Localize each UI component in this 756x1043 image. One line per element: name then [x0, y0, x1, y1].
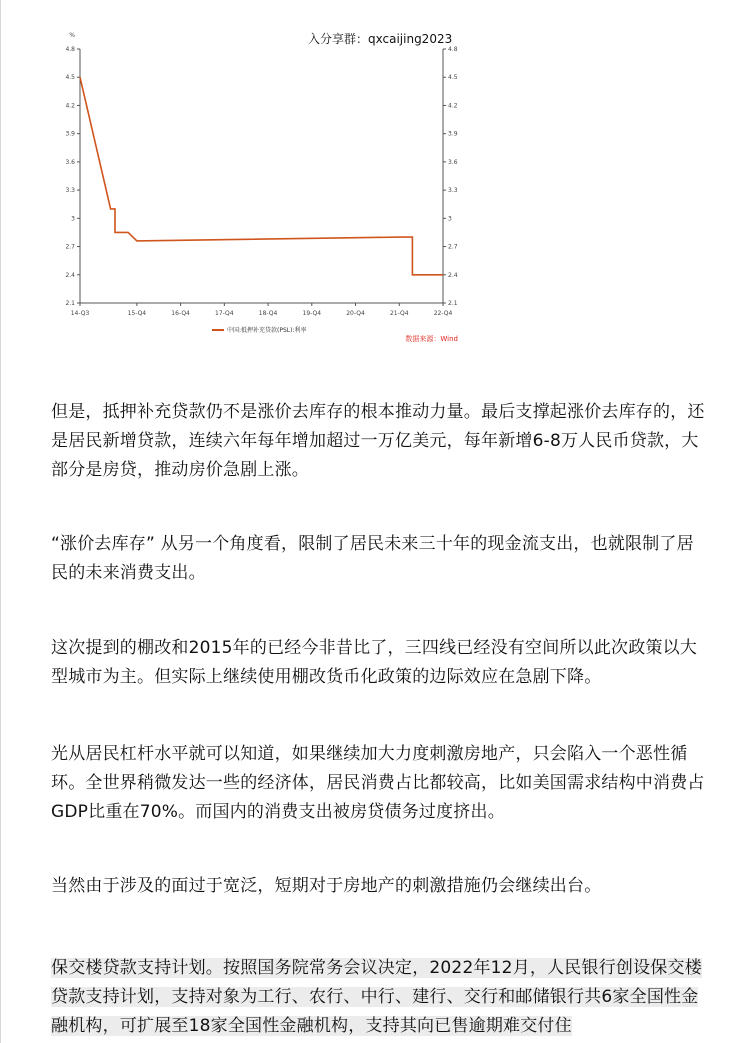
legend-label: 中国:抵押补充贷款(PSL):利率	[227, 327, 307, 334]
paragraph-6-text: 保交楼贷款支持计划。按照国务院常务会议决定，2022年12月，人民银行创设保交楼贷款支持计划，支持对象为工行、农行、中行、建行、交行和邮储银行共6家全国性金融机构，可扩展至18家全国性金融机构，支持其向已售逾期难交付住	[51, 958, 702, 1036]
y-tick-label-left: 3.9	[65, 130, 75, 138]
x-tick-label: 21-Q4	[389, 310, 409, 317]
y-tick-label-right: 3.6	[448, 158, 458, 166]
y-tick-label-left: 2.7	[65, 243, 75, 251]
y-tick-label-right: 4.8	[448, 46, 458, 53]
y-tick-label-right: 3	[448, 215, 452, 223]
y-tick-label-right: 3.3	[448, 187, 458, 195]
y-tick-label-left: 3	[71, 215, 75, 223]
x-tick-label: 15-Q4	[127, 310, 147, 317]
paragraph-2: “涨价去库存” 从另一个角度看，限制了居民未来三十年的现金流支出，也就限制了居民的未来消费支出。	[51, 534, 694, 583]
y-tick-label-left: 2.4	[65, 271, 75, 279]
x-tick-label: 20-Q4	[346, 310, 365, 317]
page-left-border	[0, 0, 1, 1043]
chart-svg	[40, 22, 480, 352]
y-tick-label-right: 4.2	[448, 102, 458, 110]
y-tick-label-right: 2.1	[448, 300, 458, 307]
x-tick-label: 22-Q4	[433, 310, 453, 317]
paragraph-3: 这次提到的棚改和2015年的已经今非昔比了，三四线已经没有空间所以此次政策以大型城市为主。但实际上继续使用棚改货币化政策的边际效应在急剧下降。	[51, 638, 698, 687]
x-tick-label: 17-Q4	[215, 310, 234, 317]
x-tick-label: 16-Q4	[171, 310, 190, 317]
y-tick-label-left: 4.2	[65, 102, 75, 110]
x-tick-label: 19-Q4	[302, 310, 322, 317]
paragraph-6	[51, 954, 711, 1041]
y-tick-label-right: 3.9	[448, 130, 458, 138]
x-tick-label: 18-Q4	[258, 310, 278, 317]
series-line	[80, 77, 443, 275]
y-tick-label-left: 4.5	[65, 74, 75, 82]
paragraph-4: 光从居民杠杆水平就可以知道，如果继续加大力度刺激房地产，只会陷入一个恶性循环。全世界稍微发达一些的经济体，居民消费占比都较高，比如美国需求结构中消费占GDP比重在70%。而国内的消费支出被房贷债务过度挤出。	[51, 744, 705, 822]
y-unit-label: %	[69, 32, 75, 39]
y-tick-label-left: 3.3	[65, 187, 75, 195]
y-tick-label-left: 4.8	[65, 46, 75, 53]
y-tick-label-right: 2.4	[448, 271, 458, 279]
y-tick-label-right: 4.5	[448, 74, 458, 82]
paragraph-1: 但是，抵押补充贷款仍不是涨价去库存的根本推动力量。最后支撑起涨价去库存的，还是居民新增贷款，连续六年每年增加超过一万亿美元，每年新增6-8万人民币贷款，大部分是房贷，推动房价急剧上涨。	[51, 402, 705, 480]
source-label: 数据来源：Wind	[405, 335, 458, 343]
y-tick-label-left: 3.6	[65, 158, 75, 166]
paragraph-5: 当然由于涉及的面过于宽泛，短期对于房地产的刺激措施仍会继续出台。	[51, 876, 602, 896]
x-tick-label: 14-Q3	[70, 310, 90, 317]
y-tick-label-right: 2.7	[448, 243, 458, 251]
y-tick-label-left: 2.1	[65, 300, 75, 307]
watermark-text: 入分享群：qxcaijing2023	[308, 32, 453, 46]
psl-rate-chart	[40, 22, 480, 352]
